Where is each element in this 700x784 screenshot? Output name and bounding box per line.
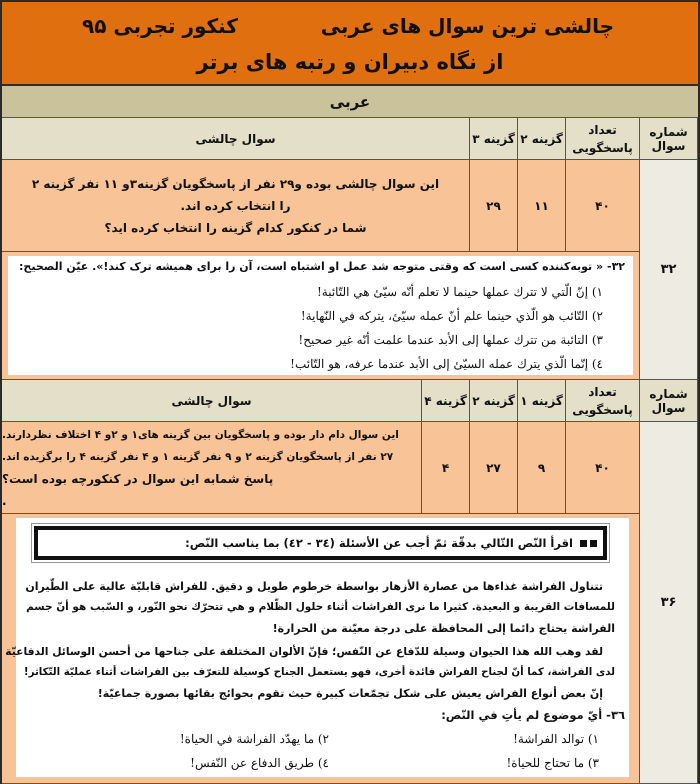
passage-line-2: للمسافات القريبة و البعيدة. كثيرا ما نرى الفراشات أثناء حلول الظّلام و هي تتحرّك نحو النّور، و السّبب هو أنّ جسم [26, 601, 615, 613]
passage-line-1: تتناول الفراشة غذاءها من عصارة الأزهار بواسطة خرطوم طويل و دقيق. للفراش قابليّة عالية على الطّيران [25, 580, 603, 593]
passage-line-3: الفراشة يحتاج دائما إلى المحافظة على درجة معيّنة من الحرارة! [272, 622, 615, 635]
question-32-box [2, 252, 640, 380]
subject-band: عربی [2, 86, 698, 118]
question-32-option-4: ٤) إنّما الّذي يترك عمله السيّئ إلى الأبد عندما عرفه، هو التّائب! [290, 357, 603, 371]
question-36-option-4: ٤) طريق الدفاع عن النّفس! [190, 756, 329, 770]
option-4-count: ۴ [422, 422, 470, 514]
challenge-description-2 [2, 422, 422, 514]
desc-line-2: را انتخاب کرده اند. [180, 198, 291, 213]
th2-option-1: گزینه ۱ [518, 380, 566, 422]
question-number-32: ۳۲ [640, 160, 698, 380]
passage-line-4: لقد وهب الله هذا الحيوان وسيلة للدّفاع عن النّفس؛ فإنّ الألوان المختلفة على جناحها من أحسن الوسائل الدفاعيّة [5, 645, 603, 658]
th-option-3: گزینه ۳ [470, 118, 518, 160]
header-exam-label: کنکور تجربی ۹۵ [82, 14, 238, 38]
bullet-square-icon [590, 540, 597, 547]
th-challenge: سوال چالشی [2, 118, 470, 160]
desc-line-1: این سوال چالشی بوده و۲۹ نفر از پاسخگویان گزینه۳و ۱۱ نفر گزینه ۲ [31, 176, 440, 191]
th2-challenge: سوال چالشی [2, 380, 422, 422]
instruction-frame [34, 526, 607, 560]
question-36-option-3: ۳) ما تحتاج للحياة! [506, 756, 599, 770]
th-option-2: گزینه ۲ [518, 118, 566, 160]
th-question-number: شماره سوال [640, 118, 698, 160]
desc2-line-2: ۲۷ نفر از پاسخگویان گزینه ۲ و ۹ نفر گزینه ۱ و ۴ نفر گزینه ۴ را برگزیده اند. [2, 450, 394, 463]
question-number-36: ۳۶ [640, 422, 698, 784]
question-32-stem [19, 260, 625, 273]
question-36-content [5, 518, 629, 777]
page-header [2, 2, 698, 86]
question-32-content [8, 256, 633, 375]
option-2-count-2: ۲۷ [470, 422, 518, 514]
bullet-square-icon [580, 540, 587, 547]
desc2-line-1: این سوال دام دار بوده و پاسخگویان بین گزینه های۱ و ۲و ۴ اختلاف نظردارند. [2, 428, 399, 441]
th-respondents [566, 118, 640, 160]
th2-respondents-line1: تعداد [588, 384, 617, 399]
th2-question-number: شماره سوال [640, 380, 698, 422]
question-32-option-2: ۲) التّائب هو الّذي حينما علم أنّ عمله سيّئ، يتركه في النّهاية! [300, 309, 603, 323]
challenge-description [2, 160, 470, 252]
question-36-option-1: ۱) توالد الفراشة! [513, 732, 599, 746]
question-36-stem [441, 708, 625, 722]
question-32-option-3: ۳) التائبة من تترك عملها إلى الأبد عندما علمت أنّه غير صحيح! [298, 333, 603, 347]
passage-line-5: لدى الفراشة، كما أنّ لجناح الفراش فائدة أخرى، فهو يستعمل الجناح كوسيلة للتعرّف بين الفراشات أثناء عمليّة التّكاثر! [23, 666, 615, 678]
passage-line-6: إنّ بعض أنواع الفراش يعيش على شكل تجمّعات كبيرة حيث تقوم بحوائج بقائها بصورة جماعيّة! [97, 687, 603, 700]
th2-respondents [566, 380, 640, 422]
question-32-number: ۳۲- [606, 260, 625, 273]
question-36-box [2, 514, 640, 784]
desc2-line-4: . [2, 493, 7, 508]
header-subtitle: از نگاه دبیران و رتبه های برتر [196, 50, 504, 74]
instruction-text [185, 536, 597, 550]
question-36-number: ۳٦- [606, 708, 625, 722]
desc2-line-3: پاسخ شمابه این سوال در کنکورچه بوده است؟ [2, 471, 274, 486]
respondents-count: ۴۰ [566, 160, 640, 252]
desc-line-3: شما در کنکور کدام گزینه را انتخاب کرده اید؟ [104, 220, 367, 235]
option-1-count: ۹ [518, 422, 566, 514]
th-respondents-line2: پاسخگویی [572, 140, 633, 155]
th2-respondents-line2: پاسخگویی [572, 402, 633, 417]
question-32-option-1: ۱) إنّ الّتي لا تترك عملها حينما لا تعلم أنّه سيّئ هي التّائبة! [316, 285, 603, 299]
th-respondents-line1: تعداد [588, 122, 617, 137]
question-32-text: « توبه‌کننده کسی است که وقتی متوجه شد عمل او اشتباه است، آن را برای همیشه ترک کند!». عیّن الصحیح: [19, 260, 604, 273]
th2-option-2: گزینه ۲ [470, 380, 518, 422]
respondents-count-2: ۴۰ [566, 422, 640, 514]
question-36-text: أيّ موضوع لم يأتِ في النّص: [441, 708, 603, 722]
question-36-option-2: ۲) ما يهدّد الفراشة في الحياة! [179, 732, 329, 746]
header-title: چالشی ترین سوال های عربی [320, 14, 614, 38]
option-3-count: ۲۹ [470, 160, 518, 252]
option-2-count: ۱۱ [518, 160, 566, 252]
th2-option-4: گزینه ۴ [422, 380, 470, 422]
instruction-label: اقرأ النّص التّالي بدقّة ثمّ أجب عن الأسئلة (٣٤ - ٤٢) بما يناسب النّص: [185, 536, 573, 550]
